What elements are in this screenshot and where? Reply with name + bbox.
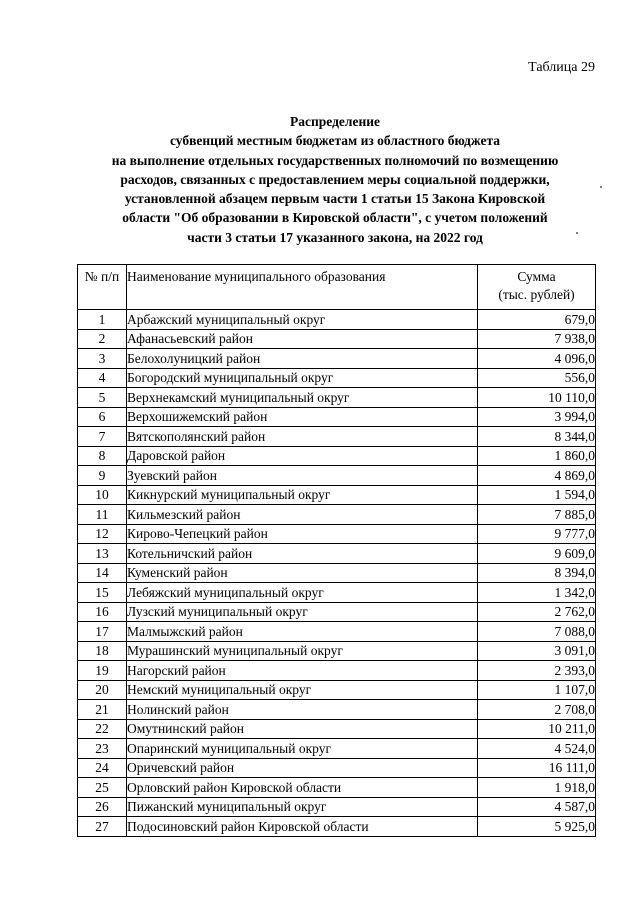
table-row	[78, 719, 596, 739]
municipality-name: Вятскополянский район	[127, 427, 478, 447]
table-row	[78, 368, 596, 388]
amount-value: 4 869,0	[478, 466, 596, 486]
amount-value: 1 342,0	[478, 583, 596, 603]
title-line: на выполнение отдельных государственных полномочий по возмещению	[111, 152, 559, 168]
amount-value: 8 344,0	[478, 427, 596, 447]
amount-value: 679,0	[478, 310, 596, 330]
document-title	[70, 112, 600, 247]
table-number-label: Таблица 29	[528, 60, 595, 75]
municipality-name: Оричевский район	[127, 758, 478, 778]
municipality-name: Арбажский муниципальный округ	[127, 310, 478, 330]
municipality-name: Малмыжский район	[127, 622, 478, 642]
table-row	[78, 388, 596, 408]
amount-value: 10 110,0	[478, 388, 596, 408]
table-row	[78, 817, 596, 837]
scan-speck	[600, 186, 602, 188]
row-number: 24	[78, 758, 127, 778]
header-sum-line2: (тыс. рублей)	[498, 287, 575, 302]
title-line: субвенций местным бюджетам из областного бюджета	[169, 133, 501, 149]
municipality-name: Нолинский район	[127, 700, 478, 720]
municipality-name: Омутнинский район	[127, 719, 478, 739]
municipality-name: Лузский муниципальный округ	[127, 602, 478, 622]
municipality-name: Афанасьевский район	[127, 329, 478, 349]
row-number: 8	[78, 446, 127, 466]
amount-value: 3 994,0	[478, 407, 596, 427]
table-row	[78, 797, 596, 817]
row-number: 12	[78, 524, 127, 544]
municipality-name: Кирово-Чепецкий район	[127, 524, 478, 544]
row-number: 6	[78, 407, 127, 427]
table-row	[78, 778, 596, 798]
municipality-name: Богородский муниципальный округ	[127, 368, 478, 388]
amount-value: 10 211,0	[478, 719, 596, 739]
amount-value: 1 860,0	[478, 446, 596, 466]
row-number: 3	[78, 349, 127, 369]
header-sum-line1: Сумма	[517, 269, 556, 284]
amount-value: 4 587,0	[478, 797, 596, 817]
row-number: 17	[78, 622, 127, 642]
row-number: 13	[78, 544, 127, 564]
row-number: 22	[78, 719, 127, 739]
amount-value: 4 096,0	[478, 349, 596, 369]
row-number: 16	[78, 602, 127, 622]
row-number: 2	[78, 329, 127, 349]
amount-value: 7 938,0	[478, 329, 596, 349]
municipality-name: Куменский район	[127, 563, 478, 583]
table-row	[78, 602, 596, 622]
table-row	[78, 505, 596, 525]
row-number: 11	[78, 505, 127, 525]
table-row	[78, 680, 596, 700]
municipality-name: Подосиновский район Кировской области	[127, 817, 478, 837]
amount-value: 16 111,0	[478, 758, 596, 778]
amount-value: 9 777,0	[478, 524, 596, 544]
amount-value: 4 524,0	[478, 739, 596, 759]
row-number: 10	[78, 485, 127, 505]
amount-value: 2 762,0	[478, 602, 596, 622]
distribution-table	[77, 264, 596, 837]
municipality-name: Верхнекамский муниципальный округ	[127, 388, 478, 408]
municipality-name: Кикнурский муниципальный округ	[127, 485, 478, 505]
row-number: 25	[78, 778, 127, 798]
municipality-name: Даровской район	[127, 446, 478, 466]
amount-value: 1 594,0	[478, 485, 596, 505]
municipality-name: Зуевский район	[127, 466, 478, 486]
table-row	[78, 622, 596, 642]
table-row	[78, 661, 596, 681]
amount-value: 2 393,0	[478, 661, 596, 681]
title-line: области "Об образовании в Кировской области", с учетом положений	[122, 210, 548, 226]
table-body	[78, 310, 596, 837]
table-row	[78, 427, 596, 447]
row-number: 7	[78, 427, 127, 447]
amount-value: 9 609,0	[478, 544, 596, 564]
municipality-name: Котельничский район	[127, 544, 478, 564]
amount-value: 1 918,0	[478, 778, 596, 798]
municipality-name: Орловский район Кировской области	[127, 778, 478, 798]
header-num: № п/п	[78, 265, 127, 310]
municipality-name: Кильмезский район	[127, 505, 478, 525]
table-row	[78, 524, 596, 544]
row-number: 20	[78, 680, 127, 700]
municipality-name: Опаринский муниципальный округ	[127, 739, 478, 759]
row-number: 26	[78, 797, 127, 817]
row-number: 1	[78, 310, 127, 330]
table-row	[78, 329, 596, 349]
scan-speck	[576, 232, 578, 234]
amount-value: 1 107,0	[478, 680, 596, 700]
row-number: 27	[78, 817, 127, 837]
amount-value: 2 708,0	[478, 700, 596, 720]
table-row	[78, 310, 596, 330]
amount-value: 7 088,0	[478, 622, 596, 642]
amount-value: 8 394,0	[478, 563, 596, 583]
title-line: части 3 статьи 17 указанного закона, на 2022 год	[187, 229, 483, 245]
municipality-name: Верхошижемский район	[127, 407, 478, 427]
title-line: установленной абзацем первым части 1 статьи 15 Закона Кировской	[124, 191, 546, 207]
row-number: 14	[78, 563, 127, 583]
amount-value: 7 885,0	[478, 505, 596, 525]
municipality-name: Лебяжский муниципальный округ	[127, 583, 478, 603]
table-row	[78, 563, 596, 583]
municipality-name: Мурашинский муниципальный округ	[127, 641, 478, 661]
table-row	[78, 583, 596, 603]
title-line: расходов, связанных с предоставлением меры социальной поддержки,	[120, 171, 550, 187]
amount-value: 5 925,0	[478, 817, 596, 837]
municipality-name: Немский муниципальный округ	[127, 680, 478, 700]
table-row	[78, 544, 596, 564]
table-header-row	[78, 265, 596, 310]
amount-value: 3 091,0	[478, 641, 596, 661]
row-number: 21	[78, 700, 127, 720]
table-row	[78, 485, 596, 505]
header-name: Наименование муниципального образования	[127, 265, 478, 310]
table-row	[78, 466, 596, 486]
table-row	[78, 349, 596, 369]
table-row	[78, 700, 596, 720]
municipality-name: Белохолуницкий район	[127, 349, 478, 369]
municipality-name: Нагорский район	[127, 661, 478, 681]
table-row	[78, 739, 596, 759]
table-row	[78, 446, 596, 466]
municipality-name: Пижанский муниципальный округ	[127, 797, 478, 817]
row-number: 15	[78, 583, 127, 603]
table-row	[78, 407, 596, 427]
row-number: 23	[78, 739, 127, 759]
table-row	[78, 641, 596, 661]
row-number: 9	[78, 466, 127, 486]
row-number: 4	[78, 368, 127, 388]
amount-value: 556,0	[478, 368, 596, 388]
table-row	[78, 758, 596, 778]
header-sum	[478, 265, 596, 310]
title-line: Распределение	[289, 114, 381, 129]
row-number: 18	[78, 641, 127, 661]
row-number: 19	[78, 661, 127, 681]
row-number: 5	[78, 388, 127, 408]
